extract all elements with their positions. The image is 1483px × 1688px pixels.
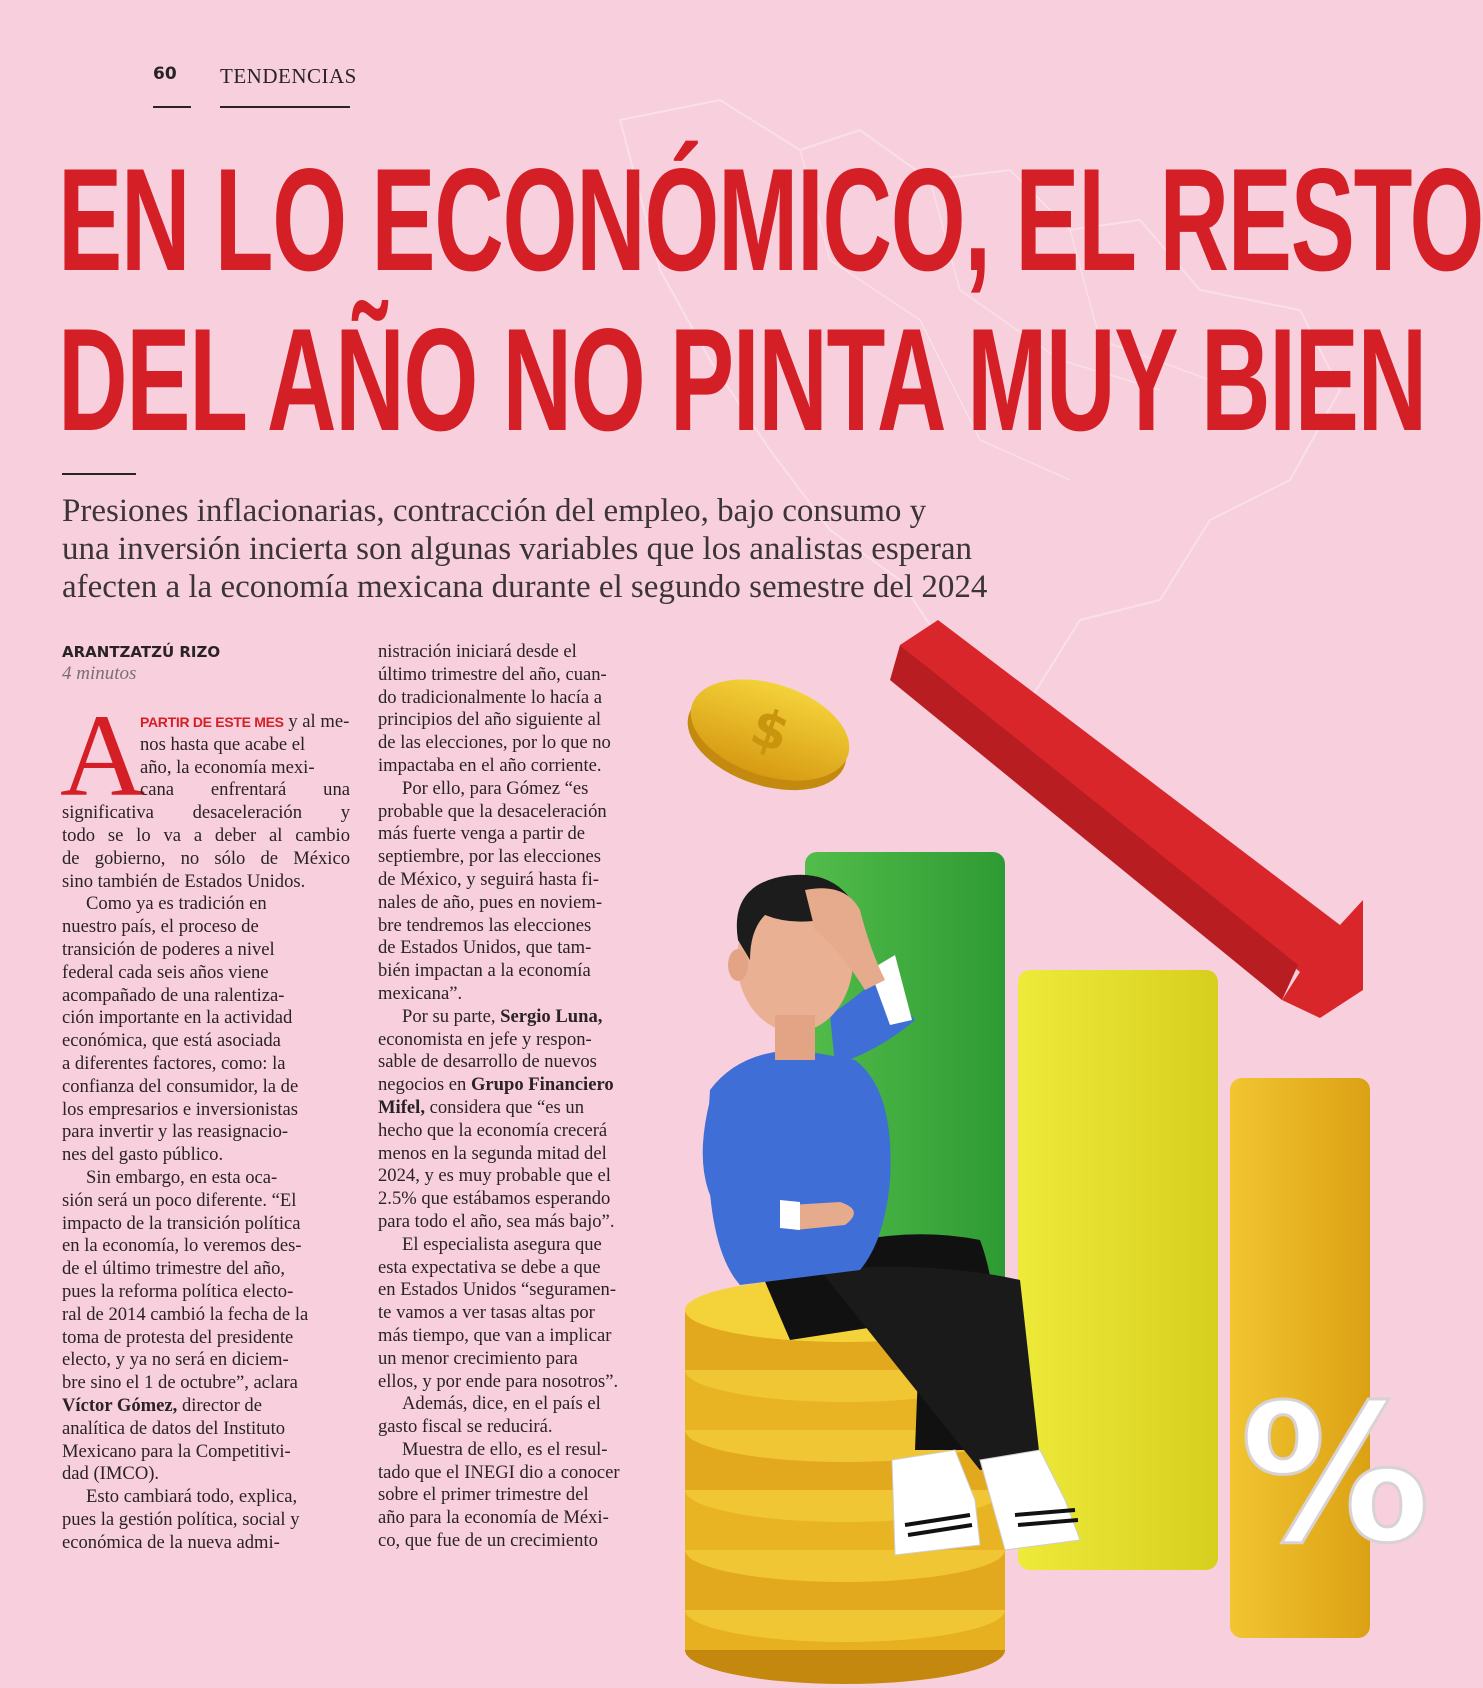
article-column-2 bbox=[378, 641, 668, 1553]
text-line: acompañado de una ralentiza- bbox=[62, 984, 285, 1006]
text-line: nistración iniciará desde el bbox=[378, 641, 577, 662]
text-line: analítica de datos del Instituto bbox=[62, 1417, 286, 1439]
dek-line-1: Presiones inflacionarias, contracción del empleo, bajo consumo y bbox=[62, 493, 927, 529]
text-line: Por ello, para Gómez “es bbox=[402, 777, 589, 799]
text-line: Además, dice, en el país el bbox=[402, 1393, 601, 1415]
text-line: menos en la segunda mitad del bbox=[378, 1142, 607, 1164]
svg-text:$: $ bbox=[743, 696, 797, 766]
text-line: sable de desarrollo de nuevos bbox=[378, 1051, 597, 1073]
text-line: esta expectativa se debe a que bbox=[378, 1256, 601, 1278]
text-line: bién impactan a la economía bbox=[378, 960, 591, 982]
text-line: sobre el primer trimestre del bbox=[378, 1484, 589, 1506]
text-line: significativa desaceleración y bbox=[62, 802, 350, 824]
text-line: nes del gasto público. bbox=[62, 1144, 224, 1166]
text-line: año, la economía mexi- bbox=[140, 756, 315, 778]
text-line: principios del año siguiente al bbox=[378, 709, 602, 731]
text-line: dad (IMCO). bbox=[62, 1463, 160, 1485]
text-line: tado que el INEGI dio a conocer bbox=[378, 1461, 620, 1483]
text-line: hecho que la economía crecerá bbox=[378, 1119, 608, 1141]
text-line: probable que la desaceleración bbox=[378, 800, 607, 822]
text-line: Víctor Gómez, director de bbox=[62, 1394, 262, 1416]
author-byline: ARANTZATZÚ RIZO bbox=[62, 643, 221, 661]
text-line: último trimestre del año, cuan- bbox=[378, 663, 607, 685]
text-line: ción importante en la actividad bbox=[62, 1007, 293, 1029]
text-line: negocios en Grupo Financiero bbox=[378, 1074, 614, 1096]
text-line: bre tendremos las elecciones bbox=[378, 914, 592, 936]
text-line: Muestra de ello, es el resul- bbox=[402, 1438, 608, 1460]
dek-rule bbox=[62, 473, 136, 475]
source-name: Sergio Luna, bbox=[500, 1005, 603, 1027]
text-line: economista en jefe y respon- bbox=[378, 1028, 592, 1050]
headline bbox=[58, 138, 1483, 461]
text-line: en la economía, lo veremos des- bbox=[62, 1235, 302, 1257]
text-line: sino también de Estados Unidos. bbox=[62, 870, 306, 892]
text-line: ellos, y por ende para nosotros”. bbox=[378, 1370, 619, 1392]
text-line: ral de 2014 cambió la fecha de la bbox=[62, 1303, 309, 1325]
page-number-rule bbox=[153, 106, 191, 108]
text-line: Por su parte, Sergio Luna, bbox=[402, 1005, 603, 1027]
read-time: 4 minutos bbox=[62, 663, 137, 684]
text-line: los empresarios e inversionistas bbox=[62, 1098, 298, 1120]
text-line: impacto de la transición política bbox=[62, 1212, 301, 1234]
text-line: en Estados Unidos “seguramen- bbox=[378, 1279, 617, 1301]
text-line: de Estados Unidos, que tam- bbox=[378, 937, 592, 959]
headline-line-2: DEL AÑO NO PINTA MUY BIEN bbox=[58, 298, 1426, 461]
dek-line-3: afecten a la economía mexicana durante el segundo semestre del 2024 bbox=[62, 569, 988, 605]
text-line: toma de protesta del presidente bbox=[62, 1326, 294, 1348]
text-line: bre sino el 1 de octubre”, aclara bbox=[62, 1372, 298, 1394]
text-line: Esto cambiará todo, explica, bbox=[86, 1486, 298, 1508]
text-line: pues la reforma política electo- bbox=[62, 1280, 294, 1302]
text-line: te vamos a ver tasas altas por bbox=[378, 1302, 595, 1324]
text-line: de las elecciones, por lo que no bbox=[378, 732, 611, 754]
text-line: impactaba en el año corriente. bbox=[378, 754, 602, 776]
text-line: cana enfrentará una bbox=[140, 779, 350, 801]
text-line: mexicana”. bbox=[378, 982, 463, 1004]
text-line: pues la gestión política, social y bbox=[62, 1508, 300, 1530]
text-line: Mexicano para la Competitivi- bbox=[62, 1440, 291, 1462]
lead-in: PARTIR DE ESTE MES bbox=[140, 714, 284, 730]
dek bbox=[62, 492, 1022, 606]
text-line: transición de poderes a nivel bbox=[62, 938, 275, 960]
text-line: confianza del consumidor, la de bbox=[62, 1075, 299, 1097]
text-line: económica, que está asociada bbox=[62, 1030, 281, 1052]
text-line: co, que fue de un crecimiento bbox=[378, 1530, 598, 1552]
text-line: federal cada seis años viene bbox=[62, 961, 269, 983]
section-rule bbox=[220, 106, 350, 108]
section-label: TENDENCIAS bbox=[220, 64, 357, 88]
text-line: para todo el año, sea más bajo”. bbox=[378, 1210, 615, 1232]
text-line: do tradicionalmente lo hacía a bbox=[378, 686, 603, 708]
text-line: 2024, y es muy probable que el bbox=[378, 1165, 611, 1187]
text-line: 2.5% que estábamos esperando bbox=[378, 1188, 611, 1210]
company-name: Mifel, bbox=[378, 1096, 425, 1118]
text-line: de gobierno, no sólo de México bbox=[62, 847, 350, 869]
economy-illustration bbox=[680, 620, 1431, 1688]
text-line: Sin embargo, en esta oca- bbox=[86, 1166, 278, 1188]
text-line: todo se lo va a deber al cambio bbox=[62, 824, 350, 846]
dek-line-2: una inversión incierta son algunas variables que los analistas esperan bbox=[62, 531, 972, 567]
text-line: más tiempo, que van a implicar bbox=[378, 1324, 612, 1346]
text-line: más fuerte venga a partir de bbox=[378, 823, 586, 845]
text-line: un menor crecimiento para bbox=[378, 1347, 578, 1369]
text-line: nuestro país, el proceso de bbox=[62, 916, 259, 938]
text-line: sión será un poco diferente. “El bbox=[62, 1189, 297, 1211]
text-line: gasto fiscal se reducirá. bbox=[378, 1416, 553, 1438]
text-line: año para la economía de Méxi- bbox=[378, 1507, 609, 1529]
dollar-coin-icon bbox=[675, 661, 862, 809]
text-line: PARTIR DE ESTE MES y al me- bbox=[140, 711, 350, 732]
text-line: de México, y seguirá hasta fi- bbox=[378, 868, 599, 890]
text-line: para invertir y las reasignacio- bbox=[62, 1121, 289, 1143]
text-line: nales de año, pues en noviem- bbox=[378, 891, 603, 913]
text-line: nos hasta que acabe el bbox=[140, 733, 306, 755]
drop-cap: A bbox=[60, 690, 146, 821]
text-line: económica de la nueva admi- bbox=[62, 1531, 280, 1553]
page-number: 60 bbox=[153, 64, 177, 84]
percent-icon: % bbox=[1240, 1364, 1431, 1585]
text-line: Como ya es tradición en bbox=[86, 893, 267, 915]
text-line: electo, y ya no será en diciem- bbox=[62, 1349, 289, 1371]
text-line: septiembre, por las elecciones bbox=[378, 846, 602, 868]
headline-line-1: EN LO ECONÓMICO, EL RESTO bbox=[58, 138, 1483, 301]
source-name: Víctor Gómez, bbox=[62, 1394, 178, 1416]
text-line: de el último trimestre del año, bbox=[62, 1258, 286, 1280]
company-name: Grupo Financiero bbox=[470, 1074, 614, 1096]
text-line: Mifel, considera que “es un bbox=[378, 1096, 585, 1118]
text-line: a diferentes factores, como: la bbox=[62, 1052, 286, 1074]
article-column-1 bbox=[62, 711, 350, 1554]
text-line: El especialista asegura que bbox=[402, 1233, 602, 1255]
